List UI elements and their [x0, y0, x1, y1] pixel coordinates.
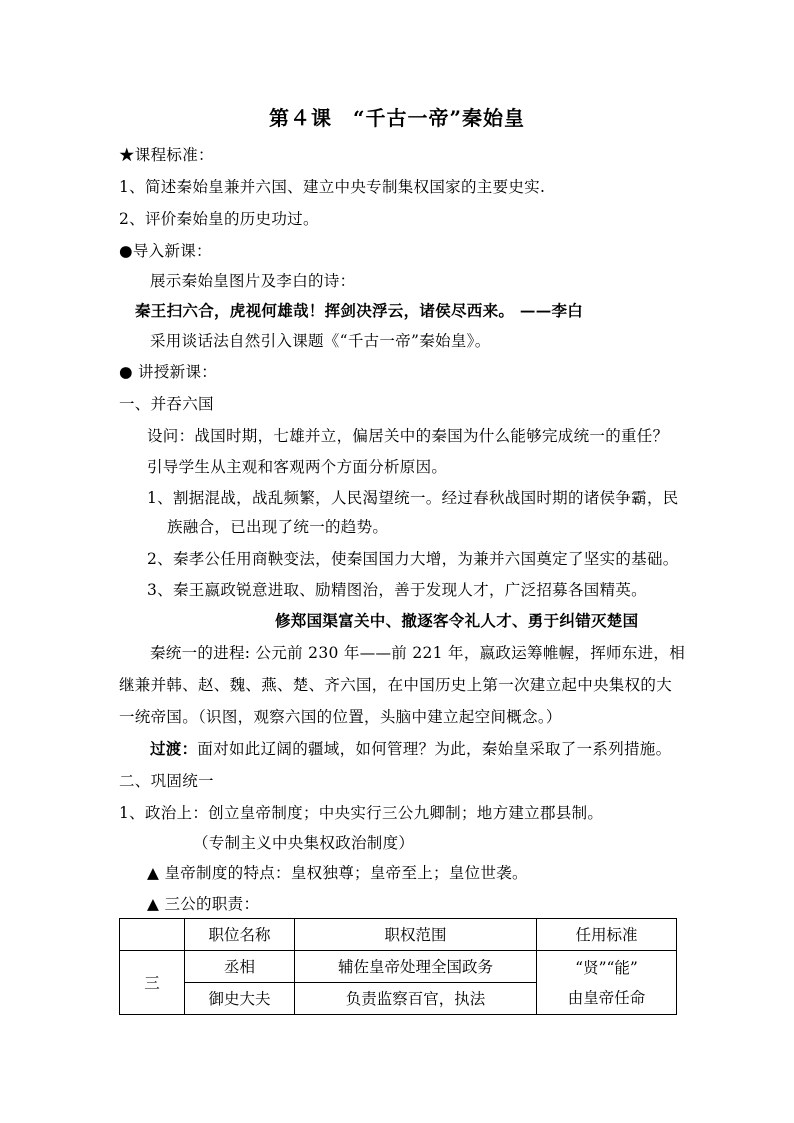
standard-item-1: 1、简述秦始皇兼并六国、建立中央专制集权国家的主要史实.: [119, 178, 546, 196]
table-header-cell: 职位名称: [185, 919, 295, 951]
section2-politics-note: （专制主义中央集权政治制度）: [193, 834, 415, 852]
table-header-row: [120, 919, 677, 951]
section1-process-line1: 秦统一的进程: 公元前 230 年——前 221 年，嬴政运筹帷幄，挥师东进，相: [150, 644, 686, 662]
section1-point1-line2: 族融合，已出现了统一的趋势。: [167, 518, 389, 536]
section1-bold-note: 修郑国渠富关中、撤逐客令礼人才、勇于纠错灭楚国: [275, 611, 639, 630]
section1-point1-line1: 1、割据混战，战乱频繁，人民渴望统一。经过春秋战国时期的诸侯争霸，民: [147, 489, 679, 507]
intro-method: 采用谈话法自然引入课题《“千古一帝”秦始皇》。: [150, 332, 491, 350]
table-header-cell: 职权范围: [295, 919, 537, 951]
table-cell-position: 丞相: [185, 951, 295, 983]
section1-title: 一、并吞六国: [119, 395, 214, 413]
intro-heading: ●导入新课：: [119, 242, 212, 260]
standard-line-1: “贤”“能”: [575, 958, 638, 977]
lecture-heading: ● 讲授新课：: [119, 363, 218, 381]
section2-emperor-features: ▲ 皇帝制度的特点：皇权独尊；皇帝至上；皇位世袭。: [147, 864, 528, 882]
table-cell-position: 御史大夫: [185, 983, 295, 1015]
standard-item-2: 2、评价秦始皇的历史功过。: [119, 210, 319, 228]
page-title: 第４课 “千古一帝”秦始皇: [268, 106, 525, 130]
transition-label: 过渡：: [150, 739, 198, 758]
section1-transition: [150, 739, 671, 759]
standard-line-2: 由皇帝任命: [567, 988, 646, 1007]
section1-guide: 引导学生从主观和客观两个方面分析原因。: [147, 458, 448, 476]
table-cell-scope: 负责监察百官，执法: [295, 983, 537, 1015]
table-header-cell: 任用标准: [537, 919, 677, 951]
section2-politics: 1、政治上：创立皇帝制度；中央实行三公九卿制；地方建立郡县制。: [119, 804, 604, 822]
table-group-label: 三: [120, 951, 185, 1015]
three-dukes-table: [119, 918, 677, 1015]
section2-title: 二、巩固统一: [119, 772, 214, 790]
section1-point3: 3、秦王嬴政锐意进取、励精图治，善于发现人才，广泛招募各国精英。: [147, 581, 647, 599]
section1-question: 设问：战国时期，七雄并立，偏居关中的秦国为什么能够完成统一的重任？: [147, 427, 669, 445]
transition-text: 面对如此辽阔的疆域，如何管理？为此，秦始皇采取了一系列措施。: [197, 740, 672, 758]
section1-point2: 2、秦孝公任用商鞅变法，使秦国国力大增，为兼并六国奠定了坚实的基础。: [147, 550, 679, 568]
section2-three-dukes: ▲ 三公的职责：: [147, 895, 260, 913]
section1-process-line2: 继兼并韩、赵、魏、燕、楚、齐六国，在中国历史上第一次建立起中央集权的大: [119, 676, 673, 694]
table-header-empty: [120, 919, 185, 951]
intro-poem: 秦王扫六合，虎视何雄哉！挥剑决浮云，诸侯尽西来。 ——李白: [135, 301, 584, 320]
table-row: [120, 951, 677, 983]
intro-show: 展示秦始皇图片及李白的诗：: [150, 272, 356, 290]
table-cell-standard: [537, 951, 677, 1015]
section1-process-line3: 一统帝国。（识图，观察六国的位置，头脑中建立起空间概念。）: [119, 708, 562, 726]
standards-heading: ★课程标准：: [119, 146, 214, 164]
table-cell-scope: 辅佐皇帝处理全国政务: [295, 951, 537, 983]
